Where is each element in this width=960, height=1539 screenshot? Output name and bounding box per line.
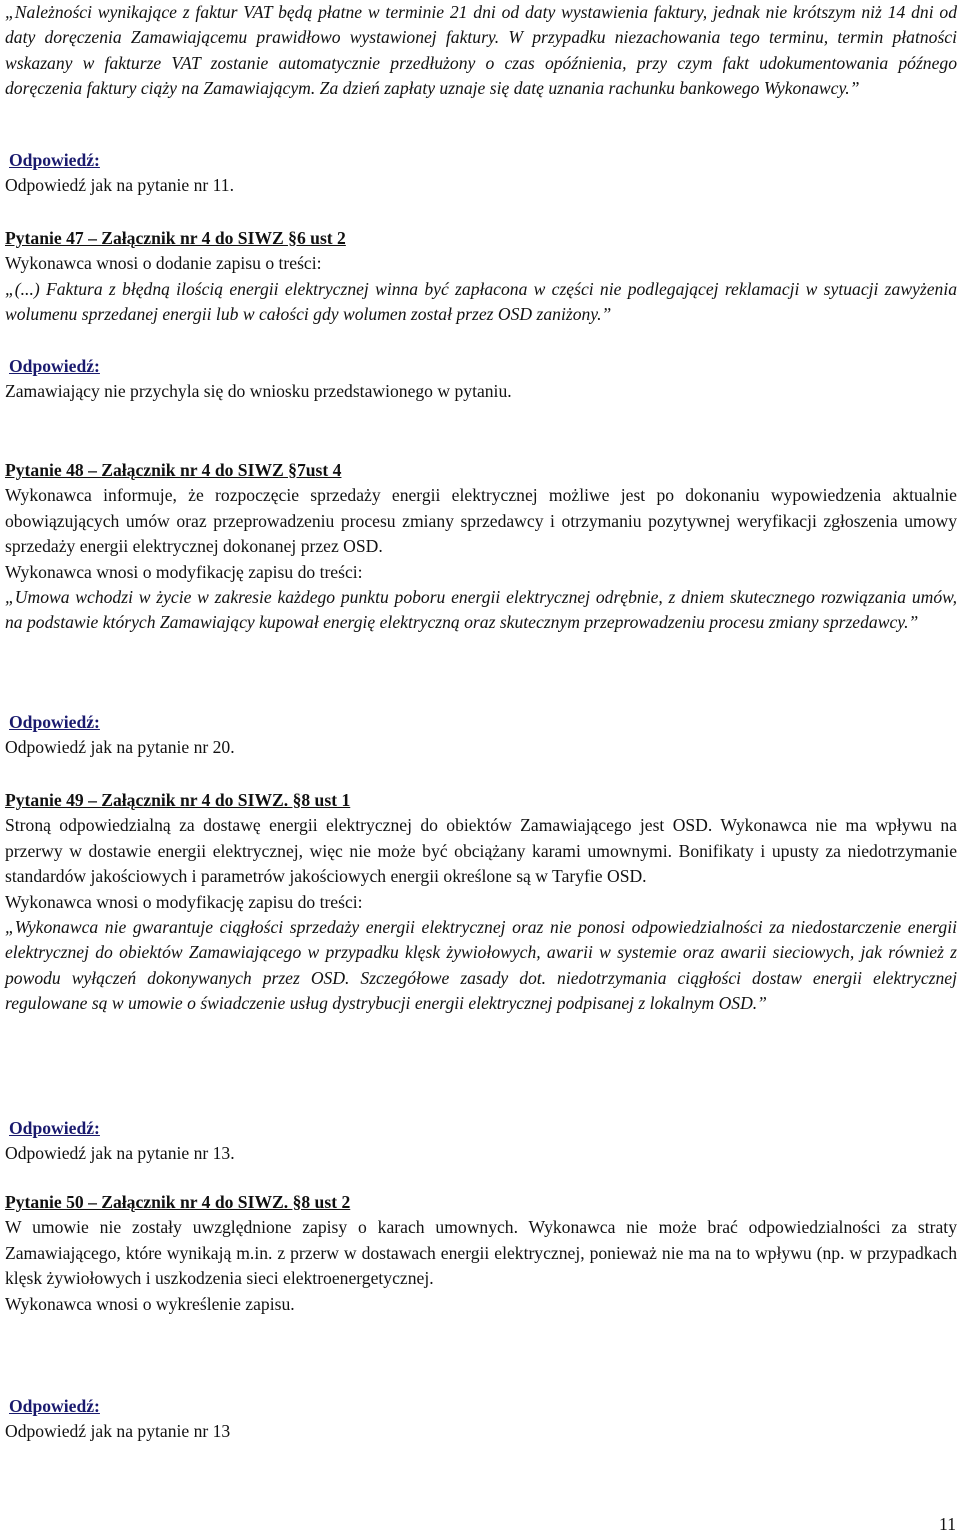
question-heading: Pytanie 47 – Załącznik nr 4 do SIWZ §6 ust 2 <box>5 228 346 248</box>
answer-label: Odpowiedź: <box>9 150 100 170</box>
question-heading: Pytanie 50 – Załącznik nr 4 do SIWZ. §8 ust 2 <box>5 1192 351 1212</box>
proposed-clause-quote: „Wykonawca nie gwarantuje ciągłości sprzedaży energii elektrycznej oraz nie ponosi odpowiedzialności za niedostarczenie energii elektrycznej do obiektów Zamawiającego w przypadku klęsk żywiołowych, awarii w systemie oraz awarii sieciowych, jak również z powodu wyłączeń dokonywanych przez OSD. Szczegółowe zasady dot. niedotrzymania ciągłości dostaw energii elektrycznej regulowane są w umowie o świadczenie usług dystrybucji energii elektrycznej podpisanej z lokalnym OSD.” <box>5 917 957 1014</box>
question-heading: Pytanie 49 – Załącznik nr 4 do SIWZ. §8 ust 1 <box>5 790 351 810</box>
question-heading: Pytanie 48 – Załącznik nr 4 do SIWZ §7ust 4 <box>5 460 342 480</box>
answer-text: Odpowiedź jak na pytanie nr 20. <box>5 737 235 758</box>
answer-block <box>5 148 957 199</box>
question-intro: Wykonawca wnosi o wykreślenie zapisu. <box>5 1293 295 1314</box>
question-48 <box>5 458 957 636</box>
answer-text: Odpowiedź jak na pytanie nr 13. <box>5 1143 235 1164</box>
question-49 <box>5 788 957 1017</box>
question-50 <box>5 1190 957 1317</box>
answer-label: Odpowiedź: <box>9 1118 100 1138</box>
question-intro: Wykonawca wnosi o modyfikację zapisu do treści: <box>5 561 363 582</box>
answer-block <box>5 354 957 405</box>
answer-block <box>5 1394 957 1445</box>
contract-clause-quote: „Należności wynikające z faktur VAT będą płatne w terminie 21 dni od daty wystawienia faktury, jednak nie krótszym niż 14 dni od daty doręczenia Zamawiającemu prawidłowo wystawionej faktury. W przypadku niezachowania tego terminu, termin płatności wskazany w fakturze VAT zostanie automatycznie przedłużony o czas opóźnienia, przy czym fakt udokumentowania późnego doręczenia faktury ciąży na Zamawiającym. Za dzień zapłaty uznaje się datę uznania rachunku bankowego Wykonawcy.” <box>5 2 957 99</box>
answer-block <box>5 1116 957 1167</box>
answer-label: Odpowiedź: <box>9 712 100 732</box>
question-47 <box>5 226 957 328</box>
answer-text: Odpowiedź jak na pytanie nr 11. <box>5 175 234 196</box>
question-body: Stroną odpowiedzialną za dostawę energii elektrycznej do obiektów Zamawiającego jest OSD. Wykonawca nie ma wpływu na przerwy w dostawie energii elektrycznej, więc nie może być obciążany karami umownymi. Bonifikaty i upusty za niedotrzymanie standardów jakościowych i parametrów jakościowych energii określone są w Taryfie OSD. <box>5 815 957 887</box>
answer-text: Zamawiający nie przychyla się do wniosku przedstawionego w pytaniu. <box>5 381 512 402</box>
page-number: 11 <box>939 1514 956 1534</box>
answer-label: Odpowiedź: <box>9 356 100 376</box>
question-body: Wykonawca informuje, że rozpoczęcie sprzedaży energii elektrycznej możliwe jest po dokonaniu wypowiedzenia aktualnie obowiązujących umów oraz przeprowadzeniu procesu zmiany sprzedawcy i otrzymaniu pozytywnej weryfikacji zgłoszenia umowy sprzedaży energii elektrycznej dokonanej przez OSD. <box>5 485 957 557</box>
proposed-clause-quote: „Umowa wchodzi w życie w zakresie każdego punktu poboru energii elektrycznej odrębnie, z dniem skutecznego rozwiązania umów, na podstawie których Zamawiający kupował energię elektryczną oraz skutecznym przeprowadzeniu procesu zmiany sprzedawcy.” <box>5 587 957 633</box>
answer-label: Odpowiedź: <box>9 1396 100 1416</box>
previous-question-continuation <box>5 0 957 102</box>
proposed-clause-quote: „(...) Faktura z błędną ilością energii elektrycznej winna być zapłacona w części nie podlegającej reklamacji w sytuacji zawyżenia wolumenu sprzedanej energii lub w całości gdy wolumen został przez OSD zaniżony.” <box>5 278 957 325</box>
question-intro: Wykonawca wnosi o dodanie zapisu o treści: <box>5 253 322 274</box>
answer-text: Odpowiedź jak na pytanie nr 13 <box>5 1421 231 1442</box>
answer-block <box>5 710 957 761</box>
question-body: W umowie nie zostały uwzględnione zapisy o karach umownych. Wykonawca nie może brać odpowiedzialności za straty Zamawiającego, które wynikają m.in. z przerw w dostawach energii elektrycznej, ponieważ nie ma na to wpływu (np. w przypadkach klęsk żywiołowych i uszkodzenia sieci elektroenergetycznej. <box>5 1217 957 1289</box>
question-intro: Wykonawca wnosi o modyfikację zapisu do treści: <box>5 891 363 912</box>
